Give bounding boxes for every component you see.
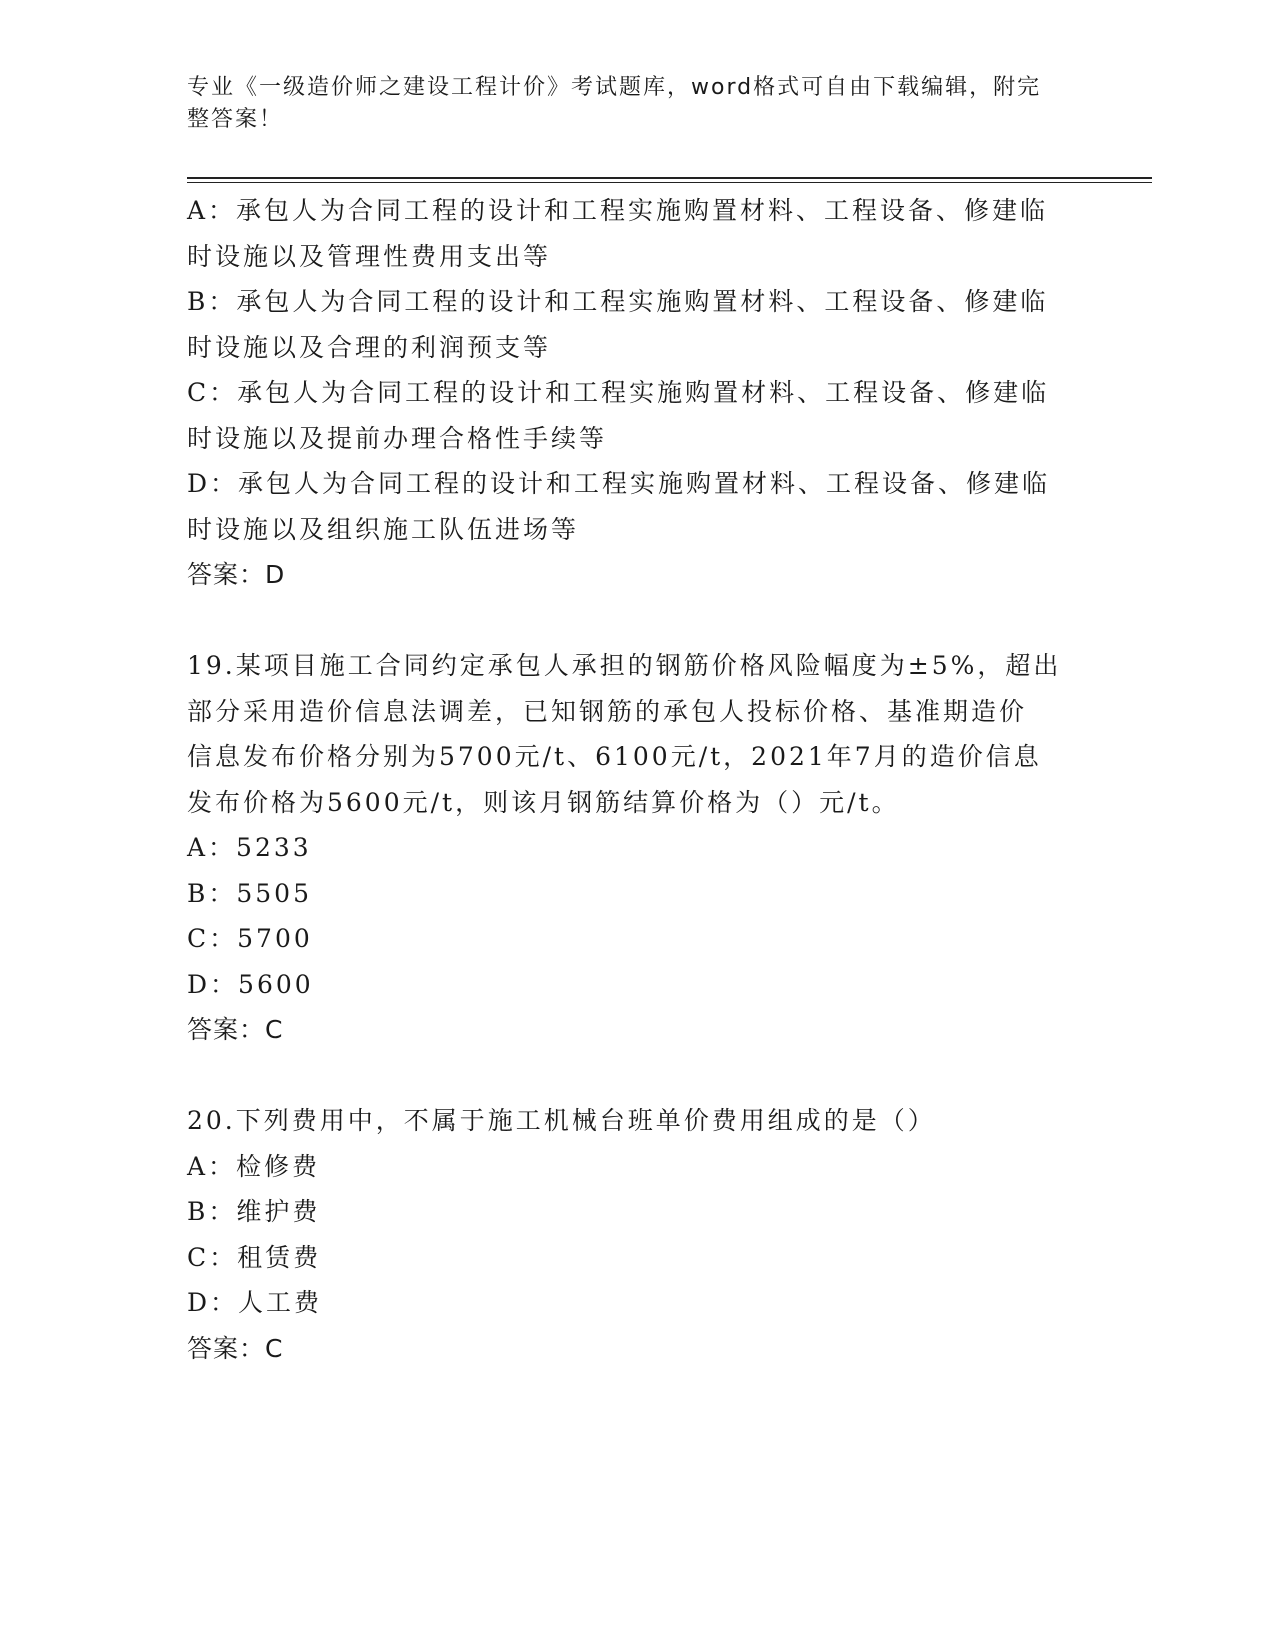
q20-option-a: A：检修费: [187, 1151, 321, 1181]
option-c-line-2: 时设施以及提前办理合格性手续等: [187, 423, 608, 453]
question-19: [187, 643, 1087, 1053]
document-header: [187, 72, 1067, 136]
prev-answer: 答案：D: [187, 560, 286, 589]
option-b-line-1: B：承包人为合同工程的设计和工程实施购置材料、工程设备、修建临: [187, 287, 1049, 316]
option-a-line-2: 时设施以及管理性费用支出等: [187, 241, 552, 271]
q19-stem-line-4: 发布价格为5600元/t，则该月钢筋结算价格为（）元/t。: [187, 787, 900, 817]
q20-option-d: D：人工费: [187, 1288, 323, 1317]
question-content: [187, 188, 1087, 1371]
spacer: [187, 1053, 1087, 1099]
q19-stem-line-2: 部分采用造价信息法调差，已知钢筋的承包人投标价格、基准期造价: [187, 696, 1028, 726]
header-line-1: 专业《一级造价师之建设工程计价》考试题库，word格式可自由下载编辑，附完: [187, 75, 1042, 100]
question-20: [187, 1098, 1087, 1371]
q20-stem: 20.下列费用中，不属于施工机械台班单价费用组成的是（）: [187, 1106, 936, 1135]
q20-option-b: B：维护费: [187, 1197, 321, 1226]
option-d-line-1: D：承包人为合同工程的设计和工程实施购置材料、工程设备、修建临: [187, 469, 1051, 498]
q19-option-a: A：5233: [187, 833, 312, 862]
header-divider-thin: [187, 182, 1152, 183]
prev-question-options: [187, 188, 1087, 598]
q19-stem-line-1: 19.某项目施工合同约定承包人承担的钢筋价格风险幅度为±5%，超出: [187, 651, 1062, 680]
q20-option-c: C：租赁费: [187, 1242, 322, 1272]
option-c-line-1: C：承包人为合同工程的设计和工程实施购置材料、工程设备、修建临: [187, 378, 1050, 407]
spacer: [187, 598, 1087, 644]
q19-option-b: B：5505: [187, 878, 312, 908]
header-line-2: 整答案！: [187, 107, 284, 132]
option-d-line-2: 时设施以及组织施工队伍进场等: [187, 514, 580, 544]
q19-option-c: C：5700: [187, 924, 313, 953]
option-b-line-2: 时设施以及合理的利润预支等: [187, 332, 552, 362]
q20-answer: 答案：C: [187, 1333, 284, 1363]
q19-answer: 答案：C: [187, 1015, 284, 1044]
q19-stem-line-3: 信息发布价格分别为5700元/t、6100元/t，2021年7月的造价信息: [187, 742, 1042, 771]
header-divider-thick: [187, 177, 1152, 179]
option-a-line-1: A：承包人为合同工程的设计和工程实施购置材料、工程设备、修建临: [187, 196, 1049, 225]
q19-option-d: D：5600: [187, 969, 314, 999]
